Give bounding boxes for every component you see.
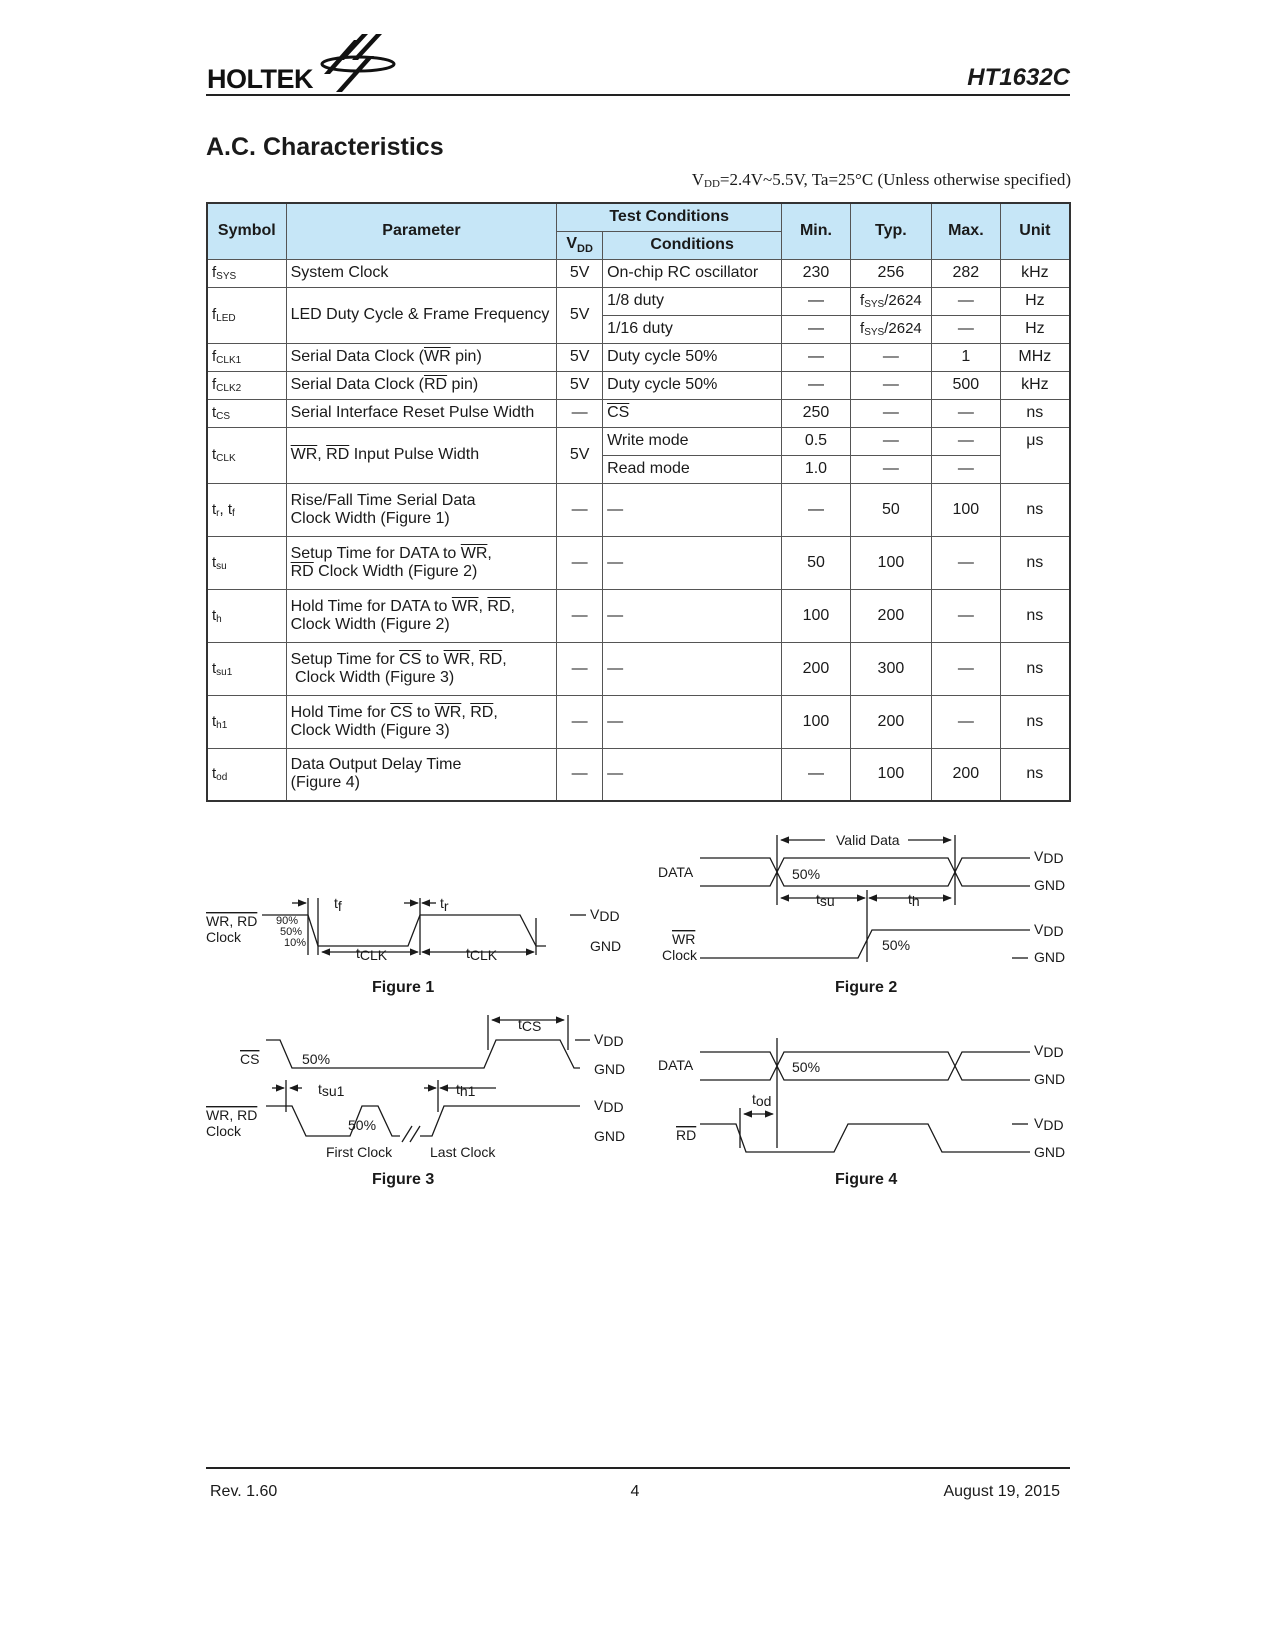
symbol-sub: h1	[216, 719, 228, 731]
symbol-main: t	[212, 606, 217, 624]
min-cell: 250	[782, 399, 851, 427]
param-text: ,	[317, 446, 327, 463]
header-conditions: Conditions	[603, 231, 782, 259]
param-text: to	[421, 650, 444, 668]
min-cell: 100	[782, 695, 851, 748]
unit-cell: MHz	[1000, 343, 1070, 371]
fig1-signal-label2: Clock	[206, 929, 242, 945]
fig3-vdd-bot: VDD	[594, 1097, 624, 1115]
param-text: Hold Time for DATA to	[290, 597, 452, 615]
symbol-main: t	[212, 659, 217, 677]
fig2-valid-label: Valid Data	[836, 832, 900, 848]
max-cell: 200	[932, 748, 1001, 801]
header-unit: Unit	[1000, 203, 1070, 259]
fig3-p50-clk: 50%	[348, 1117, 377, 1133]
param-text: Hold Time for	[290, 703, 391, 721]
max-cell: —	[932, 399, 1001, 427]
fig4-data-waveform	[700, 1052, 1030, 1080]
symbol-sub: CLK1	[216, 355, 242, 366]
fig4-vdd-top: VDD	[1034, 1042, 1064, 1060]
param-line: Clock Width (Figure 3)	[290, 721, 450, 739]
fig4-data-waveform-b	[700, 1052, 1030, 1080]
fig3-p50-cs: 50%	[302, 1051, 331, 1067]
symbol-sub: od	[216, 772, 228, 784]
parameter-cell: LED Duty Cycle & Frame Frequency	[286, 287, 557, 343]
param-text: pin)	[450, 348, 482, 365]
header-vdd-main: V	[566, 234, 578, 252]
symbol-sub: SYS	[216, 271, 237, 282]
typ-cell: —	[850, 455, 931, 483]
fig2-tsu: tsu	[816, 891, 835, 909]
typ-sub: SYS	[864, 327, 885, 338]
typ-sym: f	[860, 292, 865, 309]
symbol-main: t	[212, 500, 217, 518]
param-text: ,	[461, 703, 471, 721]
vdd-cell: —	[557, 695, 603, 748]
fig1-p10: 10%	[284, 937, 307, 949]
conditions-cell: —	[603, 642, 782, 695]
fig3-tcs: tCS	[518, 1016, 542, 1034]
param-line: Clock Width (Figure 1)	[290, 509, 450, 527]
param-line: Clock Width (Figure 2)	[290, 615, 450, 633]
fig3-break	[410, 1126, 420, 1142]
vdd-cell: —	[557, 399, 603, 427]
conditions-cell: —	[603, 483, 782, 536]
fig4-tod: tod	[752, 1091, 772, 1109]
symbol-sub: CS	[216, 411, 231, 422]
min-cell: —	[782, 343, 851, 371]
param-overline: $\overline{CS}$	[399, 650, 422, 668]
conditions-v: V	[691, 170, 704, 189]
max-cell: 282	[932, 259, 1001, 287]
typ-cell: —	[850, 371, 931, 399]
unit-cell: Hz	[1000, 315, 1070, 343]
fig4-gnd-bot: GND	[1034, 1144, 1066, 1160]
typ-cell: —	[850, 343, 931, 371]
fig3-tsu1: tsu1	[318, 1081, 345, 1099]
fig1-p90: 90%	[276, 915, 299, 927]
min-cell: —	[782, 287, 851, 315]
typ-post: /2624	[884, 320, 922, 337]
symbol-sub: CLK2	[216, 383, 242, 394]
param-overline: $\overline{CS}$	[390, 703, 413, 721]
fig3-first-clock: First Clock	[326, 1144, 393, 1160]
typ-cell: 300	[850, 642, 931, 695]
symbol-main: t	[212, 765, 217, 783]
unit-cell: ns	[1000, 399, 1070, 427]
unit-cell: kHz	[1000, 371, 1070, 399]
min-cell: 230	[782, 259, 851, 287]
min-cell: —	[782, 371, 851, 399]
vdd-cell: —	[557, 536, 603, 589]
fig2-caption: Figure 2	[835, 979, 898, 996]
typ-cell: 256	[850, 259, 931, 287]
cond-overline: $\overline{CS}$	[607, 404, 630, 421]
conditions-sub: DD	[704, 178, 720, 190]
symbol-sub: CLK	[216, 453, 236, 464]
fig2-gnd-bot: GND	[1034, 949, 1066, 965]
fig2-clock-label: Clock	[662, 947, 698, 963]
param-text: to	[412, 703, 435, 721]
fig2-data-waveform	[700, 858, 1030, 886]
fig2-vdd-bot: VDD	[1034, 921, 1064, 939]
param-text: Serial Data Clock (	[290, 376, 424, 393]
unit-cell: ns	[1000, 695, 1070, 748]
fig3-cs-label: CS	[240, 1051, 260, 1067]
fig1-caption: Figure 1	[372, 979, 435, 996]
param-text: Clock Width (Figure 2)	[313, 562, 478, 580]
fig3-last-clock: Last Clock	[430, 1144, 496, 1160]
conditions-cell: On-chip RC oscillator	[603, 259, 782, 287]
parameter-cell: System Clock	[286, 259, 557, 287]
fig2-vdd-top: VDD	[1034, 848, 1064, 866]
conditions-cell: —	[603, 695, 782, 748]
fig3-caption: Figure 3	[372, 1171, 435, 1188]
typ-cell: 100	[850, 536, 931, 589]
min-cell: 50	[782, 536, 851, 589]
param-line: (Figure 4)	[290, 774, 360, 792]
symbol-sub: LED	[216, 313, 236, 324]
conditions-cell: 1/16 duty	[603, 315, 782, 343]
symbol-sub: h	[216, 613, 222, 625]
max-cell: —	[932, 642, 1001, 695]
symbol-main: t	[212, 446, 217, 463]
fig1-vdd: VDD	[590, 906, 620, 924]
footer-date: August 19, 2015	[943, 1483, 1060, 1500]
min-cell: 1.0	[782, 455, 851, 483]
fig3-break	[402, 1126, 412, 1142]
fig2-p50-wr: 50%	[882, 937, 911, 953]
unit-cell: ns	[1000, 642, 1070, 695]
min-cell: 0.5	[782, 427, 851, 455]
conditions-cell: 1/8 duty	[603, 287, 782, 315]
fig1-signal-label: WR, RD	[206, 913, 258, 929]
vdd-cell: —	[557, 589, 603, 642]
min-cell: 200	[782, 642, 851, 695]
param-overline: $\overline{WR}$	[460, 544, 488, 562]
param-text: Input Pulse Width	[349, 446, 480, 463]
typ-cell: —	[850, 427, 931, 455]
fig2-data-label: DATA	[658, 864, 694, 880]
max-cell: 1	[932, 343, 1001, 371]
fig4-gnd-top: GND	[1034, 1071, 1066, 1087]
vdd-cell: —	[557, 642, 603, 695]
vdd-cell: 5V	[557, 287, 603, 343]
fig2-gnd-top: GND	[1034, 877, 1066, 893]
unit-cell: kHz	[1000, 259, 1070, 287]
unit-cell: Hz	[1000, 287, 1070, 315]
max-cell: —	[932, 589, 1001, 642]
fig2-th: th	[908, 891, 920, 909]
symbol-main: f	[212, 348, 217, 365]
unit-cell: ns	[1000, 748, 1070, 801]
param-overline: $\overline{WR}$	[434, 703, 462, 721]
footer-revision: Rev. 1.60	[210, 1483, 278, 1500]
parameter-cell: Serial Interface Reset Pulse Width	[286, 399, 557, 427]
symbol-sub: r	[216, 507, 220, 519]
param-overline: $\overline{RD}$	[470, 703, 494, 721]
fig1-gnd: GND	[590, 938, 622, 954]
fig1-p50: 50%	[280, 926, 303, 938]
conditions-cell: Write mode	[603, 427, 782, 455]
fig2-data-waveform-b	[700, 858, 1030, 886]
fig3-gnd-bot: GND	[594, 1128, 626, 1144]
param-overline: $\overline{WR}$	[451, 597, 479, 615]
conditions-cell: Duty cycle 50%	[603, 343, 782, 371]
section-title: A.C. Characteristics	[206, 133, 444, 161]
param-text: ,	[487, 544, 492, 562]
typ-sub: SYS	[864, 299, 885, 310]
typ-cell: 200	[850, 695, 931, 748]
symbol-main: f	[212, 264, 217, 281]
param-text: Setup Time for	[290, 650, 400, 668]
fig4-caption: Figure 4	[835, 1171, 898, 1188]
fig4-vdd-bot: VDD	[1034, 1115, 1064, 1133]
unit-text: μs	[1026, 431, 1044, 449]
typ-cell: —	[850, 399, 931, 427]
typ-cell: 200	[850, 589, 931, 642]
param-overline: $\overline{RD}$	[290, 562, 314, 580]
param-overline: $\overline{RD}$	[479, 650, 503, 668]
param-line: Rise/Fall Time Serial Data	[290, 491, 476, 509]
fig1-tclk2: tCLK	[466, 945, 498, 963]
symbol-sub: f	[232, 507, 235, 519]
symbol-main: t	[212, 712, 217, 730]
fig4-rd-waveform	[700, 1124, 1030, 1152]
fig4-p50: 50%	[792, 1059, 821, 1075]
unit-cell: ns	[1000, 483, 1070, 536]
typ-cell: 50	[850, 483, 931, 536]
fig3-clk-waveform	[266, 1106, 580, 1136]
vdd-cell: —	[557, 748, 603, 801]
param-text: ,	[510, 597, 515, 615]
vdd-cell: 5V	[557, 343, 603, 371]
param-line: Data Output Delay Time	[290, 756, 462, 774]
typ-post: /2624	[884, 292, 922, 309]
param-text: ,	[478, 597, 488, 615]
header-typ: Typ.	[850, 203, 931, 259]
footer-rule	[206, 1467, 1070, 1469]
min-cell: —	[782, 748, 851, 801]
header-min: Min.	[782, 203, 851, 259]
symbol-sub: su	[216, 560, 227, 572]
param-text: ,	[470, 650, 480, 668]
conditions-cell: Read mode	[603, 455, 782, 483]
header-symbol: Symbol	[207, 203, 286, 259]
param-overline: $\overline{WR}$	[443, 650, 471, 668]
header-parameter: Parameter	[286, 203, 557, 259]
header-vdd-sub: DD	[577, 243, 593, 256]
fig3-vdd-top: VDD	[594, 1031, 624, 1049]
max-cell: 100	[932, 483, 1001, 536]
min-cell: 100	[782, 589, 851, 642]
fig2-wr-label: WR	[672, 931, 696, 947]
param-text: pin)	[447, 376, 479, 393]
fig4-data-label: DATA	[658, 1057, 694, 1073]
unit-cell: ns	[1000, 589, 1070, 642]
symbol-main: t	[212, 553, 217, 571]
footer-page-number: 4	[630, 1483, 640, 1500]
max-cell: 500	[932, 371, 1001, 399]
conditions-text: =2.4V~5.5V, Ta=25°C (Unless otherwise specified)	[719, 170, 1071, 189]
param-text: ,	[493, 703, 498, 721]
param-text: ,	[502, 650, 507, 668]
fig2-wr-waveform	[700, 930, 1030, 958]
conditions-cell: —	[603, 589, 782, 642]
vdd-cell: —	[557, 483, 603, 536]
holtek-logo-text: HOLTEK	[207, 64, 313, 94]
max-cell: —	[932, 455, 1001, 483]
vdd-cell: 5V	[557, 259, 603, 287]
param-overline: $\overline{RD}$	[326, 446, 350, 463]
max-cell: —	[932, 427, 1001, 455]
max-cell: —	[932, 315, 1001, 343]
fig1-tclk1: tCLK	[356, 945, 388, 963]
param-overline: $\overline{WR}$	[423, 348, 451, 365]
min-cell: —	[782, 483, 851, 536]
fig1-tr: tr	[440, 895, 449, 914]
symbol-mid: , t	[219, 500, 233, 518]
param-line: Clock Width (Figure 3)	[290, 668, 455, 686]
conditions-cell: —	[603, 536, 782, 589]
fig3-gnd-top: GND	[594, 1061, 626, 1077]
fig1-tf: tf	[334, 895, 342, 914]
conditions-cell: Duty cycle 50%	[603, 371, 782, 399]
param-overline: $\overline{WR}$	[290, 446, 318, 463]
param-text: Serial Data Clock (	[290, 348, 424, 365]
unit-cell: ns	[1000, 536, 1070, 589]
typ-cell: 100	[850, 748, 931, 801]
fig4-rd-label: RD	[676, 1127, 697, 1143]
symbol-main: f	[212, 306, 217, 323]
symbol-main: f	[212, 376, 217, 393]
symbol-sub: su1	[216, 666, 233, 678]
typ-sym: f	[860, 320, 865, 337]
conditions-cell: —	[603, 748, 782, 801]
max-cell: —	[932, 695, 1001, 748]
param-overline: $\overline{RD}$	[423, 376, 448, 393]
fig3-signal-label: WR, RD	[206, 1107, 258, 1123]
param-text: Setup Time for DATA to	[290, 544, 461, 562]
vdd-cell: 5V	[557, 371, 603, 399]
max-cell: —	[932, 287, 1001, 315]
vdd-cell: 5V	[557, 427, 603, 483]
fig2-p50: 50%	[792, 866, 821, 882]
max-cell: —	[932, 536, 1001, 589]
fig3-th1: th1	[456, 1081, 476, 1099]
header-test-conditions: Test Conditions	[557, 203, 782, 231]
fig3-clock-label: Clock	[206, 1123, 242, 1139]
header-max: Max.	[932, 203, 1001, 259]
symbol-main: t	[212, 404, 217, 421]
document-title: HT1632C	[967, 64, 1070, 91]
param-overline: $\overline{RD}$	[487, 597, 511, 615]
min-cell: —	[782, 315, 851, 343]
